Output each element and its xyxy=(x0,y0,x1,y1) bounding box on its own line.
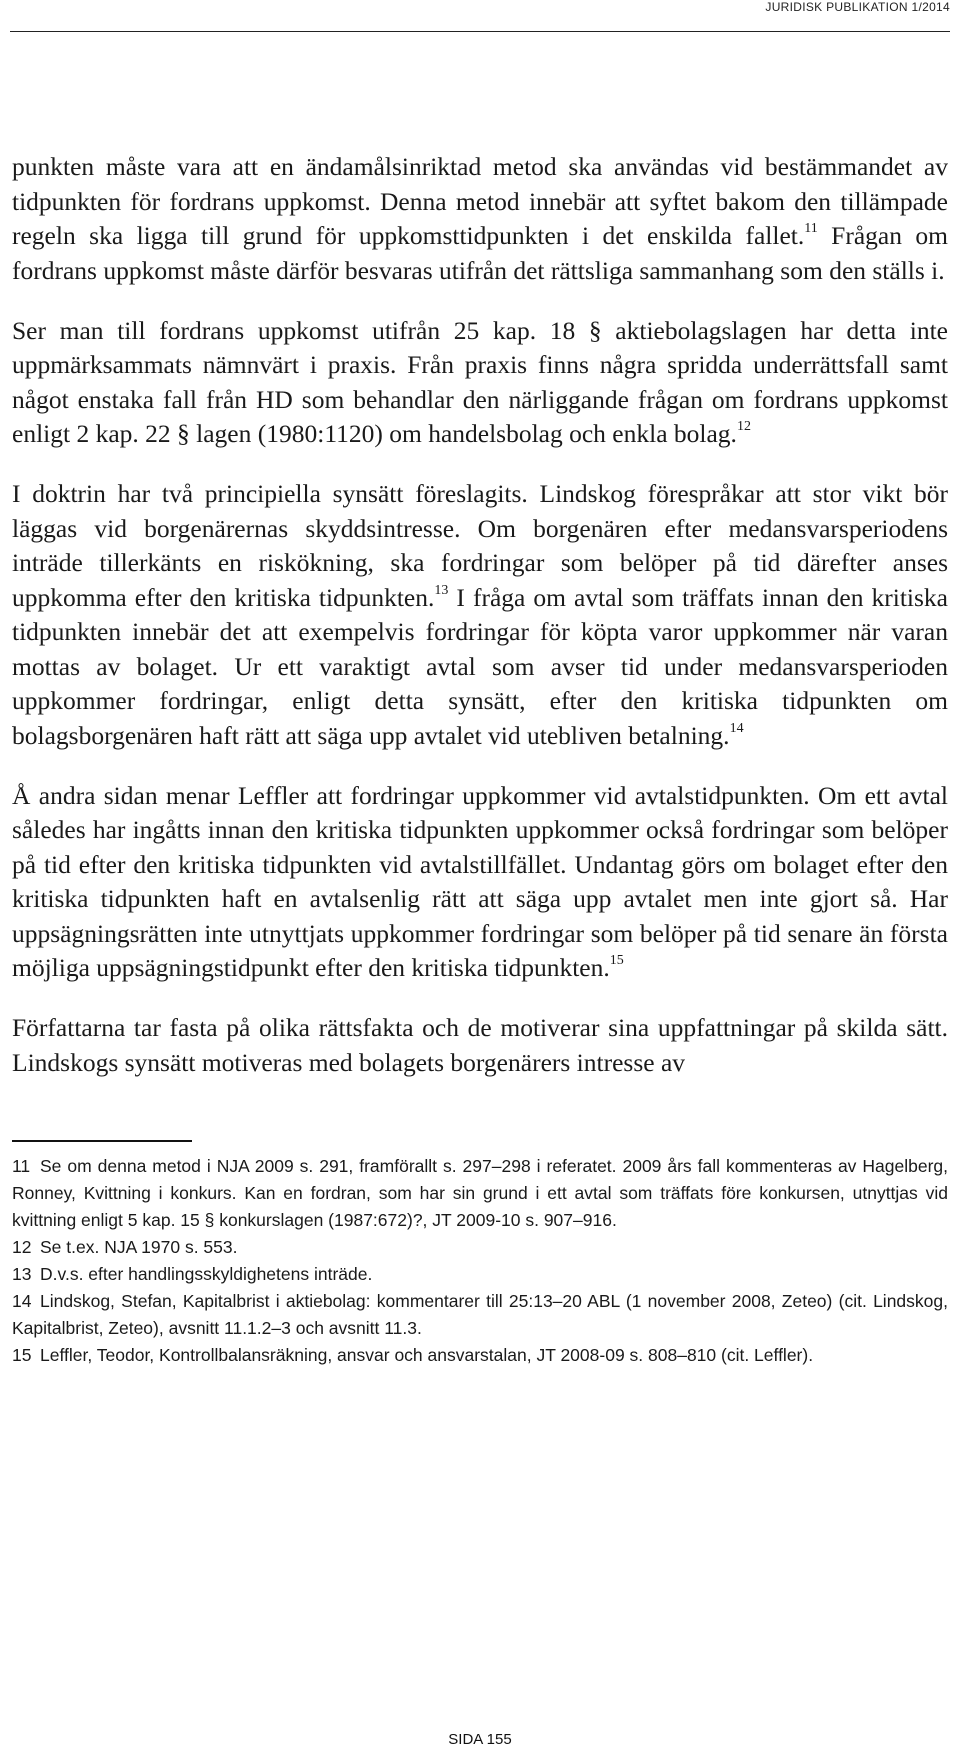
paragraph-text: Författarna tar fasta på olika rättsfakta och de motiverar sina uppfattningar på skilda sätt. Lindskogs synsätt motiveras med bolagets borgenärers intresse av xyxy=(12,1013,948,1077)
footnote-text: Se t.ex. NJA 1970 s. 553. xyxy=(40,1237,238,1257)
paragraph-4 xyxy=(12,779,948,986)
footnote-number: 13 xyxy=(12,1264,32,1284)
footnote-ref-15[interactable]: 15 xyxy=(609,953,624,968)
footnote-number: 15 xyxy=(12,1345,32,1365)
footnote-15 xyxy=(12,1342,948,1369)
paragraph-text: Å andra sidan menar Leffler att fordringar uppkommer vid avtalstidpunkten. Om ett avtal således har ingåtts innan den kritiska tidpunkten uppkommer också fordringar som belöper på tid efter den kritiska tidpunkten vid avtalstillfället. Undantag görs om bolaget efter den kritiska tidpunkten haft en avtalsenlig rätt att säga upp avtalet men inte gjort så. Har uppsägningsrätten inte utnyttjats uppkommer fordringar som belöper på tid senare än första möjliga uppsägningstidpunkt efter den kritiska tidpunkten. xyxy=(12,780,948,982)
footnote-text: D.v.s. efter handlingsskyldighetens inträde. xyxy=(40,1264,373,1284)
footnotes xyxy=(12,1153,948,1369)
footnote-text: Lindskog, Stefan, Kapitalbrist i aktiebolag: kommentarer till 25:13–20 ABL (1 november 2008, Zeteo) (cit. Lindskog, Kapitalbrist, Zeteo), avsnitt 11.1.2–3 och avsnitt 11.3. xyxy=(12,1291,948,1338)
footnote-rule xyxy=(12,1140,192,1142)
paragraph-text: Frågan om fordrans uppkomst måste därför besvaras utifrån det rättsliga sammanhang som den ställs i. xyxy=(12,221,948,285)
paragraph-3 xyxy=(12,477,948,753)
footnote-number: 12 xyxy=(12,1237,32,1257)
paragraph-text: I fråga om avtal som träffats innan den kritiska tidpunkten innebär det att exempelvis fordringar för köpta varor uppkommer när varan mottas av bolaget. Ur ett varaktigt avtal som avser tid under medansvarsperioden uppkommer fordringar, enligt detta synsätt, efter den kritiska tidpunkten om bolagsborgenären haft rätt att säga upp avtalet vid utebliven betalning. xyxy=(12,582,948,750)
footnote-number: 11 xyxy=(12,1156,31,1176)
footnote-12 xyxy=(12,1234,948,1261)
paragraph-5 xyxy=(12,1011,948,1080)
running-header: JURIDISK PUBLIKATION 1/2014 xyxy=(765,0,950,14)
paragraph-2 xyxy=(12,314,948,452)
footnote-13 xyxy=(12,1261,948,1288)
footnote-text: Leffler, Teodor, Kontrollbalansräkning, ansvar och ansvarstalan, JT 2008-09 s. 808–810 (cit. Leffler). xyxy=(40,1345,814,1365)
footnote-ref-11[interactable]: 11 xyxy=(804,221,818,236)
paragraph-1 xyxy=(12,150,948,288)
footnote-ref-12[interactable]: 12 xyxy=(736,419,751,434)
footnote-ref-14[interactable]: 14 xyxy=(729,720,744,736)
footnote-11 xyxy=(12,1153,948,1234)
header-rule xyxy=(10,31,950,32)
footnote-number: 14 xyxy=(12,1291,32,1311)
paragraph-text: I doktrin har två principiella synsätt föreslagits. Lindskog förespråkar att stor vikt bör läggas vid borgenärernas skyddsintresse. Om borgenären efter medansvarsperiodens inträde tillerkänts en riskökning, ska fordringar som belöper på tid därefter anses uppkomma efter den kritiska tidpunkten. xyxy=(12,479,948,612)
main-text xyxy=(12,150,948,1080)
page-number: SIDA 155 xyxy=(448,1731,512,1748)
footnote-text: Se om denna metod i NJA 2009 s. 291, framförallt s. 297–298 i referatet. 2009 års fall kommenteras av Hagelberg, Ronney, Kvittning i konkurs. Kan en fordran, som har sin grund i ett avtal som träffats före konkursen, utnyttjas vid kvittning enligt 5 kap. 15 § konkurslagen (1987:672)?, JT 2009-10 s. 907–916. xyxy=(12,1156,948,1230)
footnote-ref-13[interactable]: 13 xyxy=(434,582,449,598)
paragraph-text: Ser man till fordrans uppkomst utifrån 25 kap. 18 § aktiebolagslagen har detta inte uppmärksammats nämnvärt i praxis. Från praxis finns några spridda underrättsfall samt något enstaka fall från HD som behandlar den närliggande frågan om fordrans uppkomst enligt 2 kap. 22 § lagen (1980:1120) om handelsbolag och enkla bolag. xyxy=(12,315,948,448)
paragraph-text: punkten måste vara att en ändamålsinriktad metod ska användas vid bestämmandet av tidpunkten för fordrans uppkomst. Denna metod innebär att syftet bakom den tillämpade regeln ska ligga till grund för uppkomsttidpunkten i det enskilda fallet. xyxy=(12,152,948,250)
footnote-14 xyxy=(12,1288,948,1342)
